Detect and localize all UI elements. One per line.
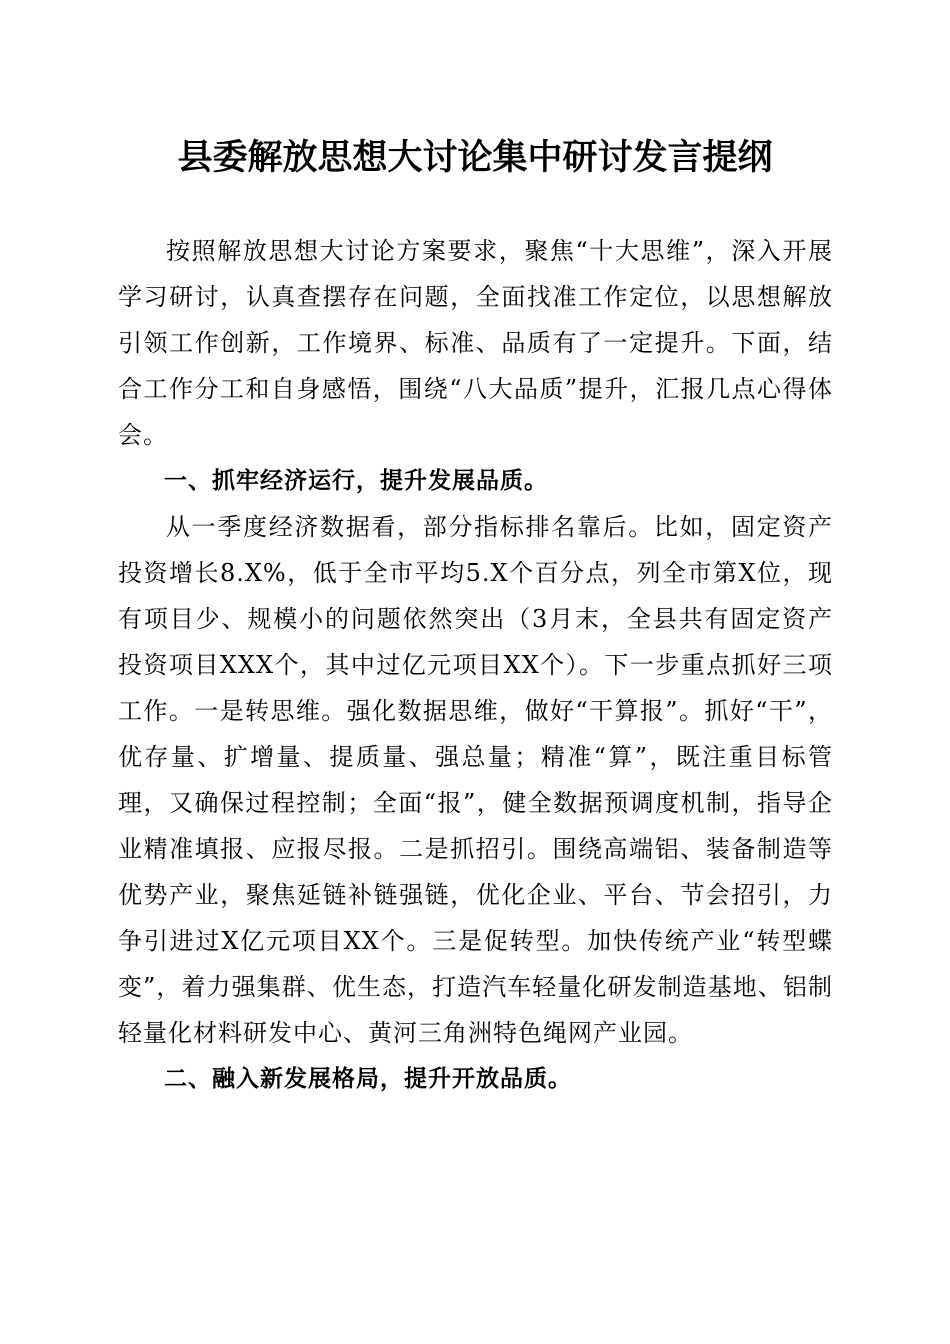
section-1-paragraph: 从一季度经济数据看，部分指标排名靠后。比如，固定资产投资增长8.X%，低于全市平均5.X个百分点，列全市第X位，现有项目少、规模小的问题依然突出（3月末，全县共有固定资产投资项目XXX个，其中过亿元项目XX个）。下一步重点抓好三项工作。一是转思维。强化数据思维，做好“干算报”。抓好“干”，优存量、扩增量、提质量、强总量；精准“算”，既注重目标管理，又确保过程控制；全面“报”，健全数据预调度机制，指导企业精准填报、应报尽报。二是抓招引。围绕高端铝、装备制造等优势产业，聚焦延链补链强链，优化企业、平台、节会招引，力争引进过X亿元项目XX个。三是促转型。加快传统产业“转型蝶变”，着力强集群、优生态，打造汽车轻量化研发制造基地、铝制轻量化材料研发中心、黄河三角洲特色绳网产业园。 (118, 513, 833, 1047)
intro-paragraph: 按照解放思想大讨论方案要求，聚焦“十大思维”，深入开展学习研讨，认真查摆存在问题，全面找准工作定位，以思想解放引领工作创新，工作境界、标准、品质有了一定提升。下面，结合工作分工和自身感悟，围绕“八大品质”提升，汇报几点心得体会。 (118, 237, 833, 449)
document-body (118, 228, 833, 1102)
document-title: 县委解放思想大讨论集中研讨发言提纲 (177, 137, 773, 178)
section-1-heading: 一、抓牢经济运行，提升发展品质。 (164, 468, 548, 494)
section-2-heading: 二、融入新发展格局，提升开放品质。 (164, 1066, 572, 1092)
